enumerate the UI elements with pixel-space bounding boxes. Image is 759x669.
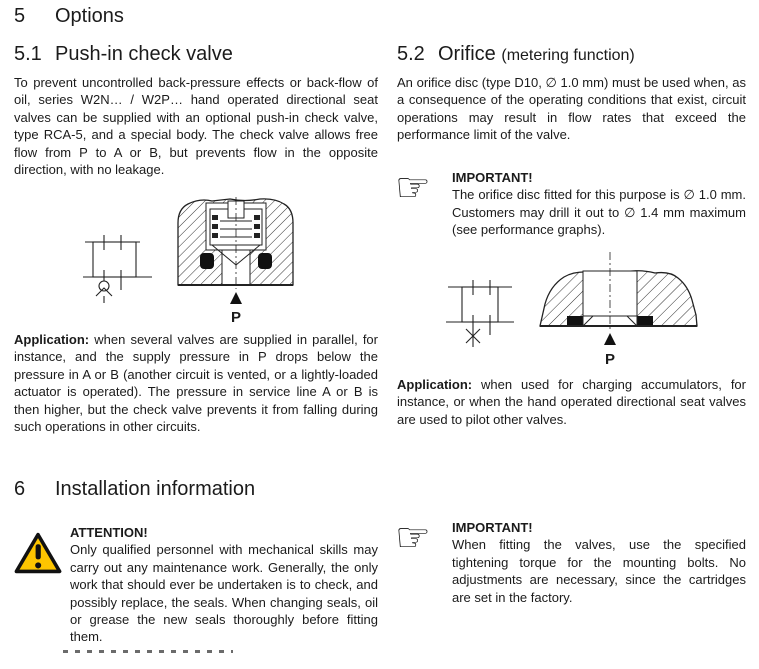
orifice-diagram [420,250,750,372]
section-6-title: Installation information [55,478,256,500]
section-5-1-number: 5.1 [14,43,42,65]
section-5-2-number: 5.2 [397,43,425,65]
attention-note [14,524,378,646]
section-5-2-title: Orifice [438,43,496,65]
section-5-2-title-suffix: (metering function) [501,47,635,64]
attention-label: ATTENTION! [70,525,148,540]
application-label: Application: [14,332,90,347]
section-6-number: 6 [14,478,26,500]
section-5-2-application [397,376,746,428]
section-5-1-heading [14,43,233,66]
seal-left [200,253,214,269]
pointing-hand-icon: ☞ [395,515,431,561]
attention-text: Only qualified personnel with mechanical skills may carry out any maintenance work. Generally, the only work that should ever be undertaken is to check, and possibly replace, the seals. When changing seals, oil or grease the new seals thoroughly before fitting them. [70,542,378,645]
section-5-1-application [14,331,378,435]
check-valve-diagram [70,197,310,325]
orifice-cross-section [540,252,697,368]
port-p-label: P [230,309,242,325]
important-label: IMPORTANT! [452,520,533,535]
application-text: when several valves are supplied in parallel, for instance, and the supply pressure in P drops below the pressure in A or B (another circuit is vented, or a lightly-loaded actuator is operated). The pressure in service line A or B is then higher, but the check valve prevents it from falling during such operations in other circuits. [14,332,378,435]
section-5-heading [14,5,124,28]
section-6-heading [14,478,255,501]
important-text: When fitting the valves, use the specified tightening torque for the mounting bolts. No adjustments are necessary, since the cartridges are set in the factory. [452,537,746,605]
important-note-orifice [395,165,746,239]
cut-off-text-top [63,650,233,653]
section-5-2-body: An orifice disc (type D10, ∅ 1.0 mm) must be used when, as a consequence of the operating conditions that exist, circuit operations may result in flow rates that exceed the performance limit of the valve. [397,75,746,143]
port-arrow [230,292,242,304]
warning-triangle-icon [14,531,62,575]
seal-left [567,316,583,326]
section-5-1-body: To prevent uncontrolled back-pressure effects or back-flow of oil, series W2N… / W2P… hand operated directional seat valves can be supplied with an optional push-in check valve, type RCA-5, and a special body. The check valve allows free flow from P to A or B, but prevents flow in the opposite direction, with no leakage. [14,75,378,178]
pointing-hand-icon: ☞ [395,165,431,211]
port-arrow [604,333,616,345]
check-valve-cross-section [178,197,293,325]
application-label: Application: [397,377,473,392]
orifice-symbol [446,280,514,347]
section-5-number: 5 [14,5,26,27]
important-label: IMPORTANT! [452,170,533,185]
seal-right [258,253,272,269]
section-5-1-title: Push-in check valve [55,43,233,65]
check-valve-symbol [83,235,152,303]
seal-right [637,316,653,326]
important-text: The orifice disc fitted for this purpose is ∅ 1.0 mm. Customers may drill it out to ∅ 1.4 mm maximum (see performance graphs). [452,187,746,238]
port-p-label: P [604,351,616,368]
section-5-2-heading [397,43,635,66]
section-5-title: Options [55,5,124,27]
application-text: when used for charging accumulators, for instance, or when the hand operated directional seat valves are used to pilot other valves. [397,377,746,427]
important-note-installation [395,515,746,606]
